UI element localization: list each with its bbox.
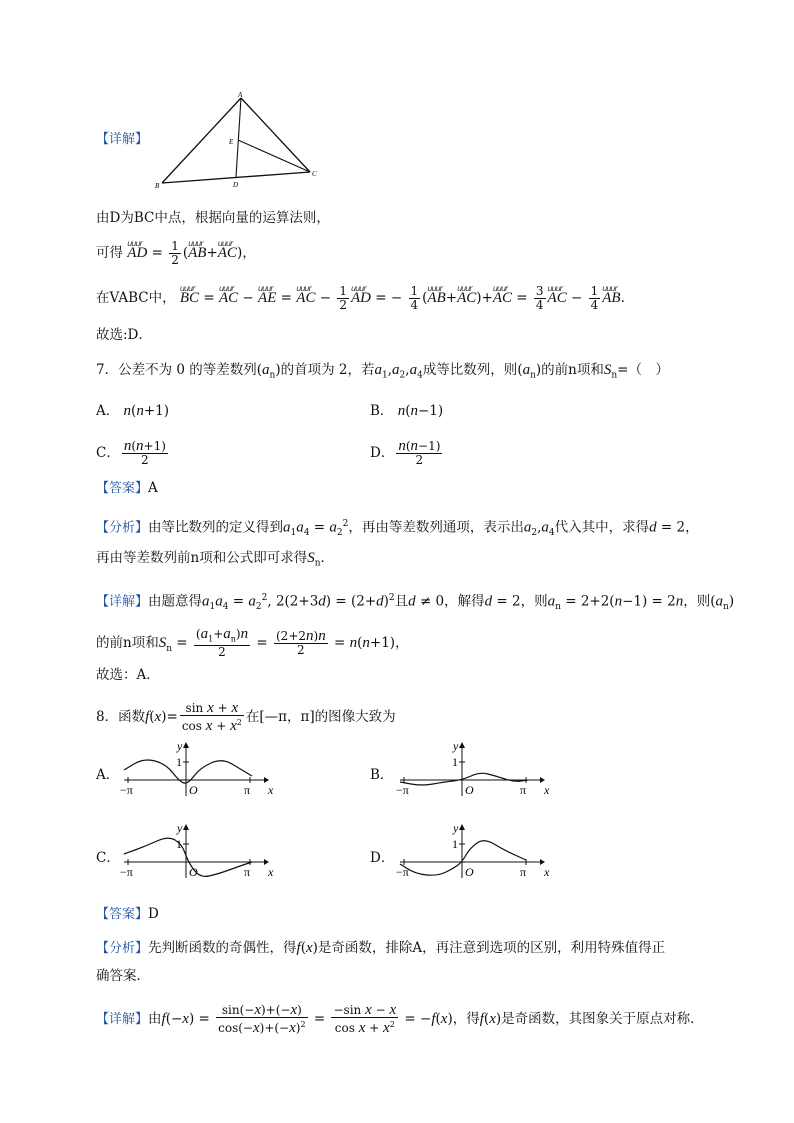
p1-done: 故选:D． xyxy=(96,327,152,343)
origin-label: O xyxy=(189,865,198,879)
y-label: y xyxy=(177,739,183,753)
p1-line1: 由D为BC中点，根据向量的运算法则， xyxy=(96,210,330,226)
origin-label: O xyxy=(465,783,474,797)
y-label: y xyxy=(177,821,183,835)
x-tick-label-pi: π xyxy=(244,865,251,879)
x-tick-label-pi: π xyxy=(520,865,527,879)
q7-option-d: D． $\frac{n(n-1)}{2}$ xyxy=(370,438,441,467)
function-curve xyxy=(400,841,526,875)
x-tick-label-pi: π xyxy=(520,783,527,797)
q7-detail1: 【详解】由题意得$a_1a_4 = a_2^2$, $2(2+3d) = (2+d)^2$且d ≠ 0，解得d = 2，则$a_n = 2+2(n-1) = 2n$，则$(a_n)$ xyxy=(96,593,735,613)
y-axis-arrow xyxy=(459,824,465,830)
x-label: x xyxy=(544,783,550,797)
q7-analysis1: 【分析】由等比数列的定义得到$a_1a_4 = a_2^2$，再由等差数列通项，表示出$a_2,a_4$代入其中，求得d = 2， xyxy=(96,519,699,539)
p1-line2: 可得 uuur AD = $\frac{1}{2}$ (uuur AB+uuur AC)， xyxy=(96,240,256,267)
q8-option-a: A． xyxy=(96,767,120,783)
x-tick-label-pi: π xyxy=(244,783,251,797)
y-label: y xyxy=(453,739,459,753)
y-tick-label-1: 1 xyxy=(452,837,458,851)
graph-option-c xyxy=(116,818,276,882)
q7-option-a: A． n(n+1) xyxy=(96,403,169,419)
x-tick-label-neg-pi: −π xyxy=(120,865,133,879)
y-label: y xyxy=(453,821,459,835)
q8-analysis2: 确答案． xyxy=(96,968,150,984)
x-label: x xyxy=(544,865,550,879)
q7-option-b: B． n(n−1) xyxy=(370,403,444,419)
q7-done: 故选：A． xyxy=(96,667,160,683)
q7-answer: 【答案】A xyxy=(96,480,158,496)
x-label: x xyxy=(268,783,274,797)
label-d: D xyxy=(233,181,239,189)
graph-option-d xyxy=(392,818,552,882)
y-axis-arrow xyxy=(183,742,189,748)
y-tick-label-1: 1 xyxy=(452,755,458,769)
x-tick-label-neg-pi: −π xyxy=(396,865,409,879)
q8-answer: 【答案】D xyxy=(96,906,159,922)
triangle-figure xyxy=(150,90,325,190)
label-c: C xyxy=(312,170,317,178)
y-tick-label-1: 1 xyxy=(176,755,182,769)
q7-analysis2: 再由等差数列前n项和公式即可求得$S_n$． xyxy=(96,550,334,569)
x-tick-label-neg-pi: −π xyxy=(396,783,409,797)
graph-option-a xyxy=(116,736,276,800)
q8-option-c: C． xyxy=(96,850,120,866)
x-tick-label-neg-pi: −π xyxy=(120,783,133,797)
detail-tag: 【详解】 xyxy=(96,132,149,147)
q8-option-d: D． xyxy=(370,850,395,866)
x-label: x xyxy=(268,865,274,879)
origin-label: O xyxy=(189,783,198,797)
origin-label: O xyxy=(465,865,474,879)
q8-analysis1: 【分析】先判断函数的奇偶性，得f(x)是奇函数，排除A，再注意到选项的区别，利用特殊值得正 xyxy=(96,940,666,956)
graph-option-b xyxy=(392,736,552,800)
q8-detail: 【详解】由f(−x) = $\frac{\sin(-x)+(-x)}{\cos(-x)+(-x)^2}$ = $\frac{\text{−sin x − x}}{\cos x + x^2}$ = −f(x)，得f(x)是奇函数，其图象关于原点对称． xyxy=(96,1002,704,1036)
q7-option-c: C． $\frac{n(n+1)}{2}$ xyxy=(96,438,166,467)
function-curve xyxy=(400,773,528,785)
y-axis-arrow xyxy=(183,824,189,830)
label-a: A xyxy=(238,91,243,99)
label-e: E xyxy=(229,138,234,146)
y-axis-arrow xyxy=(459,742,465,748)
y-tick-label-1: 1 xyxy=(176,837,182,851)
q8-option-b: B． xyxy=(370,767,394,783)
p1-line3: 在VABC中， uuur BC = uuur AC − uuur AE = uuur AC − $\frac{1}{2}$ uuur AD = − $\frac{1}{4}$ (uuur AB+uuur AC)+uuur AC = $\frac{3}{4}$ uuur AC − $\frac{1}{4}$ uuur AB. xyxy=(96,285,625,312)
q7-stem: 7．公差不为 0 的等差数列$(a_n)$的首项为 2，若$a_1,a_2,a_4$成等比数列，则$(a_n)$的前n项和$S_n=$（ ） xyxy=(96,362,669,381)
label-b: B xyxy=(155,182,160,190)
q7-detail2: 的前n项和$S_n$ = $\frac{(a_1+a_n)n}{2}$ = $\frac{(2+2n)n}{2}$ = n(n+1)， xyxy=(96,626,409,660)
q8-stem: 8．函数f(x)= $\frac{\text{sin x + x}}{\cos x + x^2}$ 在[—π，π]的图像大致为 xyxy=(96,700,396,734)
